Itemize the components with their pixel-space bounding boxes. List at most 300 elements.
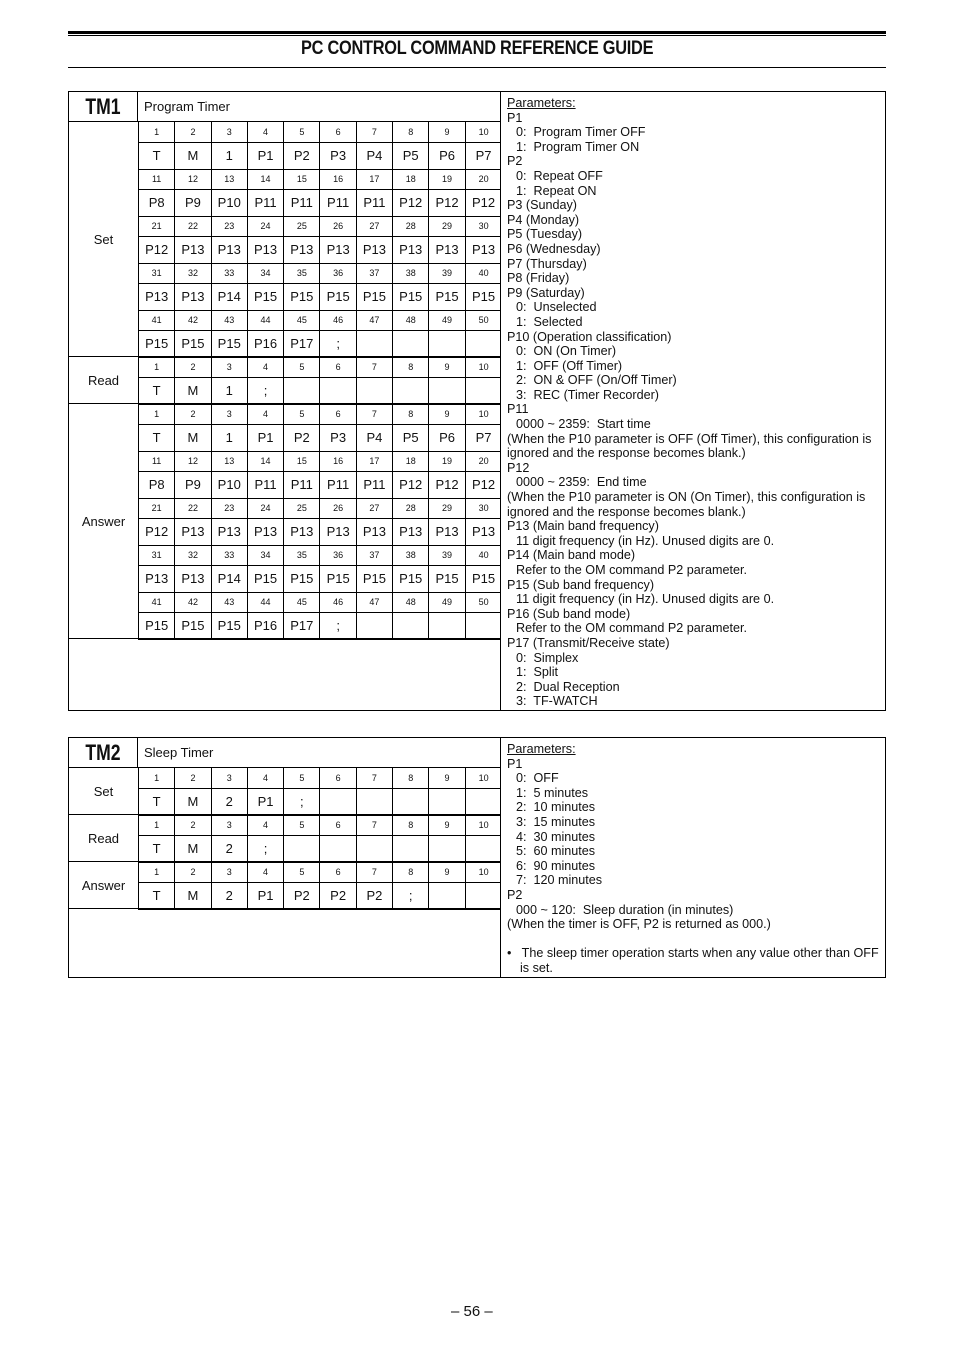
position-cell: 4 — [247, 768, 283, 788]
position-cell: 46 — [320, 592, 356, 612]
value-cell — [465, 377, 501, 404]
value-cell: M — [175, 835, 211, 862]
position-cell: 7 — [356, 862, 392, 882]
position-cell: 19 — [429, 451, 465, 471]
value-cell: P15 — [284, 283, 320, 310]
value-row — [139, 189, 502, 216]
value-cell: P13 — [320, 518, 356, 545]
command-box-tm1 — [68, 91, 886, 711]
position-cell: 44 — [247, 592, 283, 612]
parameter-line: P17 (Transmit/Receive state) — [507, 635, 670, 650]
position-cell: 17 — [356, 169, 392, 189]
position-cell: 3 — [211, 768, 247, 788]
position-cell: 3 — [211, 122, 247, 142]
position-cell: 9 — [429, 404, 465, 424]
value-cell: P1 — [247, 882, 283, 909]
value-cell: P13 — [211, 236, 247, 263]
parameter-line: 1: 5 minutes — [516, 785, 589, 800]
position-row — [139, 310, 502, 330]
parameter-line: 0: Simplex — [516, 650, 579, 665]
position-cell: 2 — [175, 404, 211, 424]
value-cell: P15 — [465, 283, 501, 310]
position-cell: 45 — [284, 310, 320, 330]
value-cell: P15 — [247, 283, 283, 310]
value-cell: P1 — [247, 142, 283, 169]
value-cell: P1 — [247, 424, 283, 451]
value-row — [139, 882, 502, 909]
value-cell — [320, 835, 356, 862]
position-cell: 7 — [356, 357, 392, 377]
value-row — [139, 142, 502, 169]
position-cell: 10 — [465, 815, 501, 835]
parameter-line: P1 — [507, 756, 523, 771]
value-cell: P17 — [284, 330, 320, 357]
parameter-line: 3: 15 minutes — [516, 814, 596, 829]
position-cell: 2 — [175, 815, 211, 835]
position-cell: 9 — [429, 357, 465, 377]
parameter-line: 0000 ~ 2359: Start time — [516, 417, 651, 432]
parameter-line: 1: Split — [516, 665, 558, 680]
parameters-heading: Parameters: — [507, 742, 576, 756]
position-cell: 4 — [247, 862, 283, 882]
command-box-tm2 — [68, 737, 886, 978]
position-cell: 6 — [320, 357, 356, 377]
position-cell: 10 — [465, 768, 501, 788]
parameter-line: 3: TF-WATCH — [516, 694, 598, 709]
parameter-line: (When the timer is OFF, P2 is returned as 000.) — [507, 917, 771, 932]
value-cell — [320, 377, 356, 404]
position-cell: 24 — [247, 498, 283, 518]
value-row — [139, 471, 502, 498]
value-cell — [465, 330, 501, 357]
value-cell — [356, 788, 392, 815]
row-label-answer: Answer — [81, 878, 126, 893]
position-cell: 49 — [429, 592, 465, 612]
value-cell: P5 — [393, 142, 429, 169]
position-cell: 31 — [139, 545, 175, 565]
position-cell: 36 — [320, 545, 356, 565]
value-cell: P15 — [465, 565, 501, 592]
page-number: – 56 – — [451, 1303, 493, 1320]
value-cell: P16 — [247, 612, 283, 639]
value-cell: P15 — [429, 283, 465, 310]
position-cell: 23 — [211, 216, 247, 236]
parameter-line: 000 ~ 120: Sleep duration (in minutes) — [516, 902, 734, 917]
value-cell: 2 — [211, 835, 247, 862]
position-cell: 38 — [393, 545, 429, 565]
value-cell: P12 — [465, 471, 501, 498]
position-cell: 36 — [320, 263, 356, 283]
value-cell: P7 — [465, 142, 501, 169]
position-cell: 2 — [175, 768, 211, 788]
value-cell: M — [175, 882, 211, 909]
position-cell: 43 — [211, 592, 247, 612]
position-cell: 44 — [247, 310, 283, 330]
position-cell: 11 — [139, 169, 175, 189]
value-cell — [429, 330, 465, 357]
parameter-line: 7: 120 minutes — [516, 873, 603, 888]
position-cell: 28 — [393, 216, 429, 236]
position-cell: 10 — [465, 357, 501, 377]
command-name: Sleep Timer — [138, 738, 501, 768]
value-cell: P15 — [175, 330, 211, 357]
position-row — [139, 815, 502, 835]
format-table-answer — [138, 862, 501, 910]
value-cell: T — [139, 377, 175, 404]
position-cell: 7 — [356, 404, 392, 424]
position-cell: 13 — [211, 451, 247, 471]
value-cell: P13 — [247, 236, 283, 263]
value-cell: P12 — [393, 189, 429, 216]
value-cell: P11 — [356, 471, 392, 498]
value-cell: P13 — [247, 518, 283, 545]
position-cell: 20 — [465, 169, 501, 189]
parameter-line: 1: Program Timer ON — [516, 139, 640, 154]
parameter-line: P2 — [507, 887, 523, 902]
position-cell: 11 — [139, 451, 175, 471]
value-cell: P10 — [211, 189, 247, 216]
position-cell: 38 — [393, 263, 429, 283]
position-cell: 50 — [465, 592, 501, 612]
value-cell: P3 — [320, 424, 356, 451]
value-cell: ; — [247, 377, 283, 404]
position-cell: 12 — [175, 451, 211, 471]
position-cell: 1 — [139, 122, 175, 142]
value-cell: P15 — [320, 565, 356, 592]
parameter-line: P2 — [507, 154, 523, 169]
header-rule-thin — [68, 35, 886, 36]
value-cell: T — [139, 788, 175, 815]
position-cell: 19 — [429, 169, 465, 189]
parameter-line: P1 — [507, 110, 523, 125]
parameter-line: Refer to the OM command P2 parameter. — [516, 621, 747, 636]
parameters-panel — [507, 96, 883, 709]
parameter-line: 11 digit frequency (in Hz). Unused digits are 0. — [516, 533, 775, 548]
value-cell: P8 — [139, 189, 175, 216]
value-cell — [393, 835, 429, 862]
position-cell: 21 — [139, 498, 175, 518]
position-row — [139, 404, 502, 424]
position-cell: 40 — [465, 545, 501, 565]
value-cell: P13 — [356, 236, 392, 263]
value-cell: P15 — [320, 283, 356, 310]
header-rule-bottom — [68, 67, 886, 68]
parameter-line: P3 (Sunday) — [507, 198, 578, 213]
value-cell: P11 — [284, 189, 320, 216]
row-label-set: Set — [93, 232, 114, 247]
value-row — [139, 330, 502, 357]
value-cell: P13 — [284, 518, 320, 545]
value-cell: P11 — [320, 189, 356, 216]
value-cell: P13 — [465, 236, 501, 263]
position-cell: 12 — [175, 169, 211, 189]
parameter-line: 0000 ~ 2359: End time — [516, 475, 647, 490]
position-cell: 1 — [139, 815, 175, 835]
parameter-line — [507, 932, 883, 947]
position-cell: 47 — [356, 310, 392, 330]
value-cell — [356, 330, 392, 357]
value-cell: P11 — [284, 471, 320, 498]
value-cell: P2 — [356, 882, 392, 909]
row-divider — [69, 908, 501, 909]
position-cell: 4 — [247, 404, 283, 424]
parameter-line: 4: 30 minutes — [516, 829, 596, 844]
position-row — [139, 169, 502, 189]
page-title: PC CONTROL COMMAND REFERENCE GUIDE — [301, 38, 654, 59]
position-cell: 10 — [465, 404, 501, 424]
value-cell: T — [139, 142, 175, 169]
value-cell: P6 — [429, 424, 465, 451]
value-cell: P9 — [175, 471, 211, 498]
value-cell: P12 — [465, 189, 501, 216]
position-cell: 46 — [320, 310, 356, 330]
value-cell: P15 — [393, 565, 429, 592]
value-cell — [465, 835, 501, 862]
value-cell: P15 — [429, 565, 465, 592]
position-cell: 7 — [356, 122, 392, 142]
value-cell: 1 — [211, 142, 247, 169]
position-row — [139, 216, 502, 236]
value-cell — [356, 612, 392, 639]
position-cell: 31 — [139, 263, 175, 283]
position-cell: 26 — [320, 216, 356, 236]
value-row — [139, 424, 502, 451]
position-cell: 33 — [211, 545, 247, 565]
value-cell — [465, 788, 501, 815]
row-label-read: Read — [87, 373, 120, 388]
row-label-answer: Answer — [81, 514, 126, 529]
position-cell: 5 — [284, 122, 320, 142]
value-cell: P6 — [429, 142, 465, 169]
value-cell — [429, 882, 465, 909]
position-cell: 39 — [429, 263, 465, 283]
parameter-line: P15 (Sub band frequency) — [507, 577, 655, 592]
value-cell: ; — [393, 882, 429, 909]
position-cell: 18 — [393, 451, 429, 471]
position-cell: 9 — [429, 768, 465, 788]
position-cell: 10 — [465, 122, 501, 142]
position-cell: 5 — [284, 862, 320, 882]
position-cell: 8 — [393, 815, 429, 835]
format-table-set — [138, 768, 501, 816]
position-cell: 20 — [465, 451, 501, 471]
position-row — [139, 862, 502, 882]
value-cell: P15 — [139, 612, 175, 639]
position-cell: 29 — [429, 498, 465, 518]
parameter-line: • The sleep timer operation starts when any value other than OFF is set. — [507, 946, 883, 975]
position-cell: 1 — [139, 768, 175, 788]
value-cell: P15 — [211, 612, 247, 639]
value-cell: P3 — [320, 142, 356, 169]
parameter-line: P7 (Thursday) — [507, 256, 587, 271]
value-cell: P15 — [175, 612, 211, 639]
row-label-set: Set — [93, 784, 114, 799]
position-cell: 8 — [393, 862, 429, 882]
value-cell: 1 — [211, 424, 247, 451]
value-cell: P15 — [211, 330, 247, 357]
position-cell: 45 — [284, 592, 320, 612]
value-cell — [429, 835, 465, 862]
position-cell: 4 — [247, 357, 283, 377]
parameter-line: P13 (Main band frequency) — [507, 519, 659, 534]
position-cell: 21 — [139, 216, 175, 236]
value-cell: P13 — [175, 236, 211, 263]
parameter-line: 3: REC (Timer Recorder) — [516, 387, 659, 402]
position-cell: 49 — [429, 310, 465, 330]
value-cell: P10 — [211, 471, 247, 498]
position-cell: 34 — [247, 545, 283, 565]
position-cell: 4 — [247, 122, 283, 142]
position-cell: 14 — [247, 451, 283, 471]
value-cell: P11 — [247, 189, 283, 216]
parameter-line: (When the P10 parameter is ON (On Timer), this configuration is ignored and the response becomes blank.) — [507, 490, 869, 519]
value-row — [139, 283, 502, 310]
position-cell: 6 — [320, 122, 356, 142]
position-cell: 34 — [247, 263, 283, 283]
parameters-panel — [507, 742, 883, 976]
position-cell: 35 — [284, 545, 320, 565]
value-cell: P15 — [284, 565, 320, 592]
position-cell: 18 — [393, 169, 429, 189]
position-cell: 8 — [393, 768, 429, 788]
position-cell: 9 — [429, 122, 465, 142]
parameter-line: 2: 10 minutes — [516, 800, 596, 815]
position-cell: 15 — [284, 451, 320, 471]
parameter-line: (When the P10 parameter is OFF (Off Timer), this configuration is ignored and the response becomes blank.) — [507, 431, 875, 461]
value-cell — [393, 330, 429, 357]
value-cell: P17 — [284, 612, 320, 639]
value-cell: P15 — [247, 565, 283, 592]
position-cell: 16 — [320, 169, 356, 189]
position-cell: 48 — [393, 310, 429, 330]
command-name: Program Timer — [138, 92, 501, 122]
format-table-read — [138, 815, 501, 863]
position-cell: 1 — [139, 404, 175, 424]
position-row — [139, 545, 502, 565]
command-code — [69, 92, 138, 122]
position-cell: 8 — [393, 357, 429, 377]
value-cell: P11 — [247, 471, 283, 498]
value-cell — [356, 377, 392, 404]
position-cell: 48 — [393, 592, 429, 612]
value-cell: P5 — [393, 424, 429, 451]
parameter-line: P14 (Main band mode) — [507, 548, 636, 563]
value-cell: P15 — [393, 283, 429, 310]
position-cell: 6 — [320, 768, 356, 788]
position-cell: 37 — [356, 263, 392, 283]
position-row — [139, 498, 502, 518]
value-cell — [356, 835, 392, 862]
position-cell: 27 — [356, 216, 392, 236]
value-cell: 2 — [211, 882, 247, 909]
parameter-line: 1: Repeat ON — [516, 183, 597, 198]
position-cell: 5 — [284, 357, 320, 377]
position-cell: 41 — [139, 592, 175, 612]
position-cell: 24 — [247, 216, 283, 236]
value-cell: P15 — [356, 283, 392, 310]
position-cell: 35 — [284, 263, 320, 283]
position-cell: 43 — [211, 310, 247, 330]
position-cell: 6 — [320, 404, 356, 424]
parameter-line: P9 (Saturday) — [507, 285, 585, 300]
value-cell: P4 — [356, 142, 392, 169]
value-cell: ; — [247, 835, 283, 862]
value-cell: P13 — [175, 283, 211, 310]
value-cell — [429, 788, 465, 815]
command-code-text: TM2 — [85, 739, 121, 765]
position-cell: 23 — [211, 498, 247, 518]
position-cell: 29 — [429, 216, 465, 236]
parameter-line: Refer to the OM command P2 parameter. — [516, 563, 747, 577]
position-cell: 33 — [211, 263, 247, 283]
parameter-line: 0: Repeat OFF — [516, 168, 603, 183]
position-cell: 2 — [175, 357, 211, 377]
position-cell: 17 — [356, 451, 392, 471]
value-cell: P13 — [175, 518, 211, 545]
value-row — [139, 518, 502, 545]
position-cell: 9 — [429, 815, 465, 835]
value-cell: P12 — [139, 236, 175, 263]
value-cell: P14 — [211, 565, 247, 592]
position-cell: 3 — [211, 862, 247, 882]
position-cell: 30 — [465, 498, 501, 518]
value-cell: T — [139, 835, 175, 862]
value-cell — [429, 612, 465, 639]
value-row — [139, 565, 502, 592]
position-cell: 7 — [356, 768, 392, 788]
position-cell: 47 — [356, 592, 392, 612]
value-cell: P12 — [429, 189, 465, 216]
value-cell: P13 — [429, 518, 465, 545]
value-cell: M — [175, 424, 211, 451]
position-cell: 16 — [320, 451, 356, 471]
value-cell: P12 — [139, 518, 175, 545]
value-cell: M — [175, 788, 211, 815]
value-cell: 2 — [211, 788, 247, 815]
position-cell: 5 — [284, 815, 320, 835]
position-row — [139, 122, 502, 142]
position-cell: 30 — [465, 216, 501, 236]
value-cell: P15 — [356, 565, 392, 592]
parameter-line: 1: OFF (Off Timer) — [516, 358, 623, 373]
position-cell: 40 — [465, 263, 501, 283]
position-cell: 2 — [175, 862, 211, 882]
value-cell: P2 — [320, 882, 356, 909]
parameter-line: P16 (Sub band mode) — [507, 606, 631, 621]
position-cell: 32 — [175, 263, 211, 283]
parameter-line: 5: 60 minutes — [516, 844, 596, 859]
position-cell: 28 — [393, 498, 429, 518]
position-row — [139, 357, 502, 377]
command-code-text: TM1 — [85, 93, 121, 119]
position-cell: 22 — [175, 498, 211, 518]
position-cell: 27 — [356, 498, 392, 518]
value-cell: P13 — [393, 236, 429, 263]
parameter-line: 1: Selected — [516, 314, 583, 329]
value-cell: M — [175, 377, 211, 404]
parameter-line: 2: Dual Reception — [516, 679, 620, 694]
value-cell: P13 — [139, 283, 175, 310]
value-cell — [284, 377, 320, 404]
position-row — [139, 451, 502, 471]
value-cell: P13 — [429, 236, 465, 263]
parameter-line: 0: ON (On Timer) — [516, 344, 617, 359]
position-cell: 13 — [211, 169, 247, 189]
value-cell: P7 — [465, 424, 501, 451]
parameter-line: P4 (Monday) — [507, 212, 580, 227]
parameter-line: P12 — [507, 460, 530, 475]
parameters-heading: Parameters: — [507, 96, 576, 110]
